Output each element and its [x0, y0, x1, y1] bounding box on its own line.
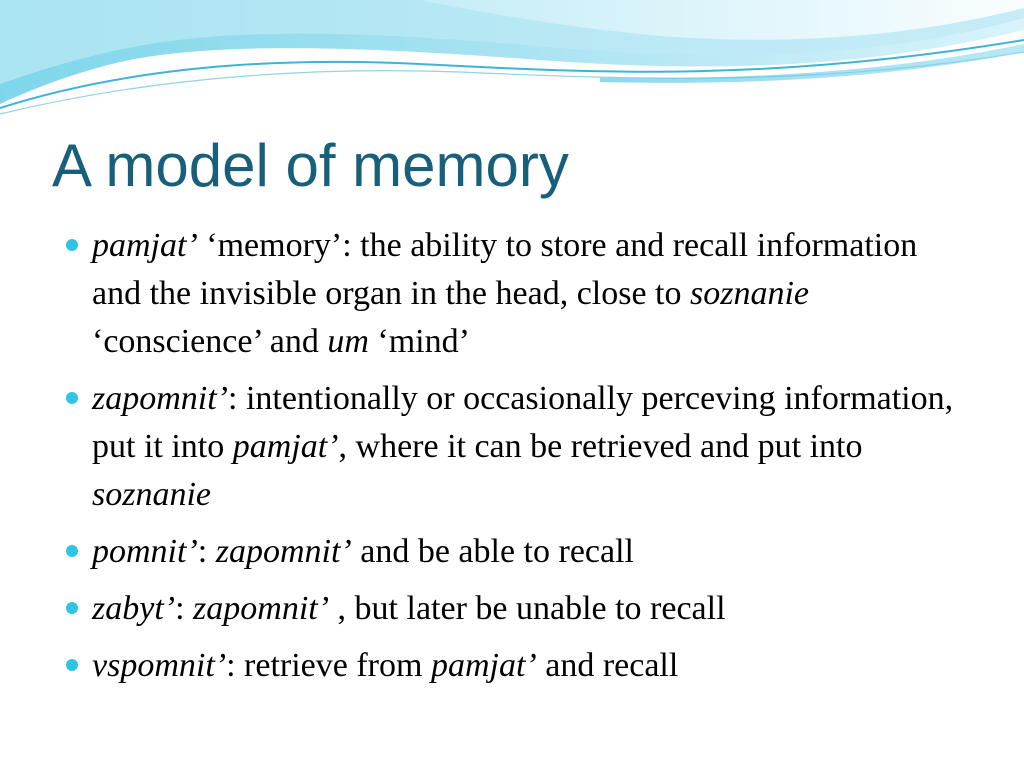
bullet-icon — [66, 659, 78, 671]
italic-term: pamjat’ — [92, 227, 198, 264]
list-item — [62, 528, 962, 576]
bullet-icon — [66, 239, 78, 251]
list-item — [62, 642, 962, 690]
bullet-text — [92, 227, 917, 360]
bullet-icon — [66, 545, 78, 557]
italic-term: pamjat’ — [232, 428, 339, 465]
italic-term: zabyt’ — [92, 590, 176, 627]
italic-term: pomnit’ — [92, 533, 198, 570]
italic-term: pamjat’ — [430, 647, 537, 684]
list-item — [62, 585, 962, 633]
bullet-text — [92, 590, 726, 627]
bullet-icon — [66, 392, 78, 404]
italic-term: soznanie — [92, 476, 211, 513]
bullet-text — [92, 533, 634, 570]
header-wave-decoration — [0, 0, 1024, 130]
italic-term: soznanie — [690, 275, 810, 312]
bullet-text — [92, 380, 953, 513]
italic-term: zapomnit’ — [193, 590, 330, 627]
bullet-text — [92, 647, 678, 684]
italic-term: zapomnit’ — [215, 533, 352, 570]
page-title: A model of memory — [52, 132, 569, 199]
text-run: : retrieve from — [226, 647, 431, 684]
text-run: and recall — [536, 647, 679, 684]
text-run: : — [197, 533, 216, 570]
list-item — [62, 222, 962, 366]
italic-term: vspomnit’ — [92, 647, 227, 684]
text-run: , but later be unable to recall — [329, 590, 726, 627]
text-run: ‘mind’ — [368, 323, 470, 360]
text-run: and be able to recall — [351, 533, 634, 570]
list-item — [62, 375, 962, 519]
italic-term: zapomnit’ — [92, 380, 228, 417]
text-run: : — [175, 590, 194, 627]
italic-term: um — [327, 323, 369, 360]
text-run: : intentionally or occasionally perceving information, put it into — [92, 380, 954, 465]
text-run: ‘conscience’ and — [92, 323, 328, 360]
bullet-list — [62, 222, 962, 699]
text-run: ‘memory’: the ability to store and recall information and the invisible organ in the head, close to — [92, 227, 918, 312]
text-run: , where it can be retrieved and put into — [338, 428, 863, 465]
bullet-icon — [66, 602, 78, 614]
